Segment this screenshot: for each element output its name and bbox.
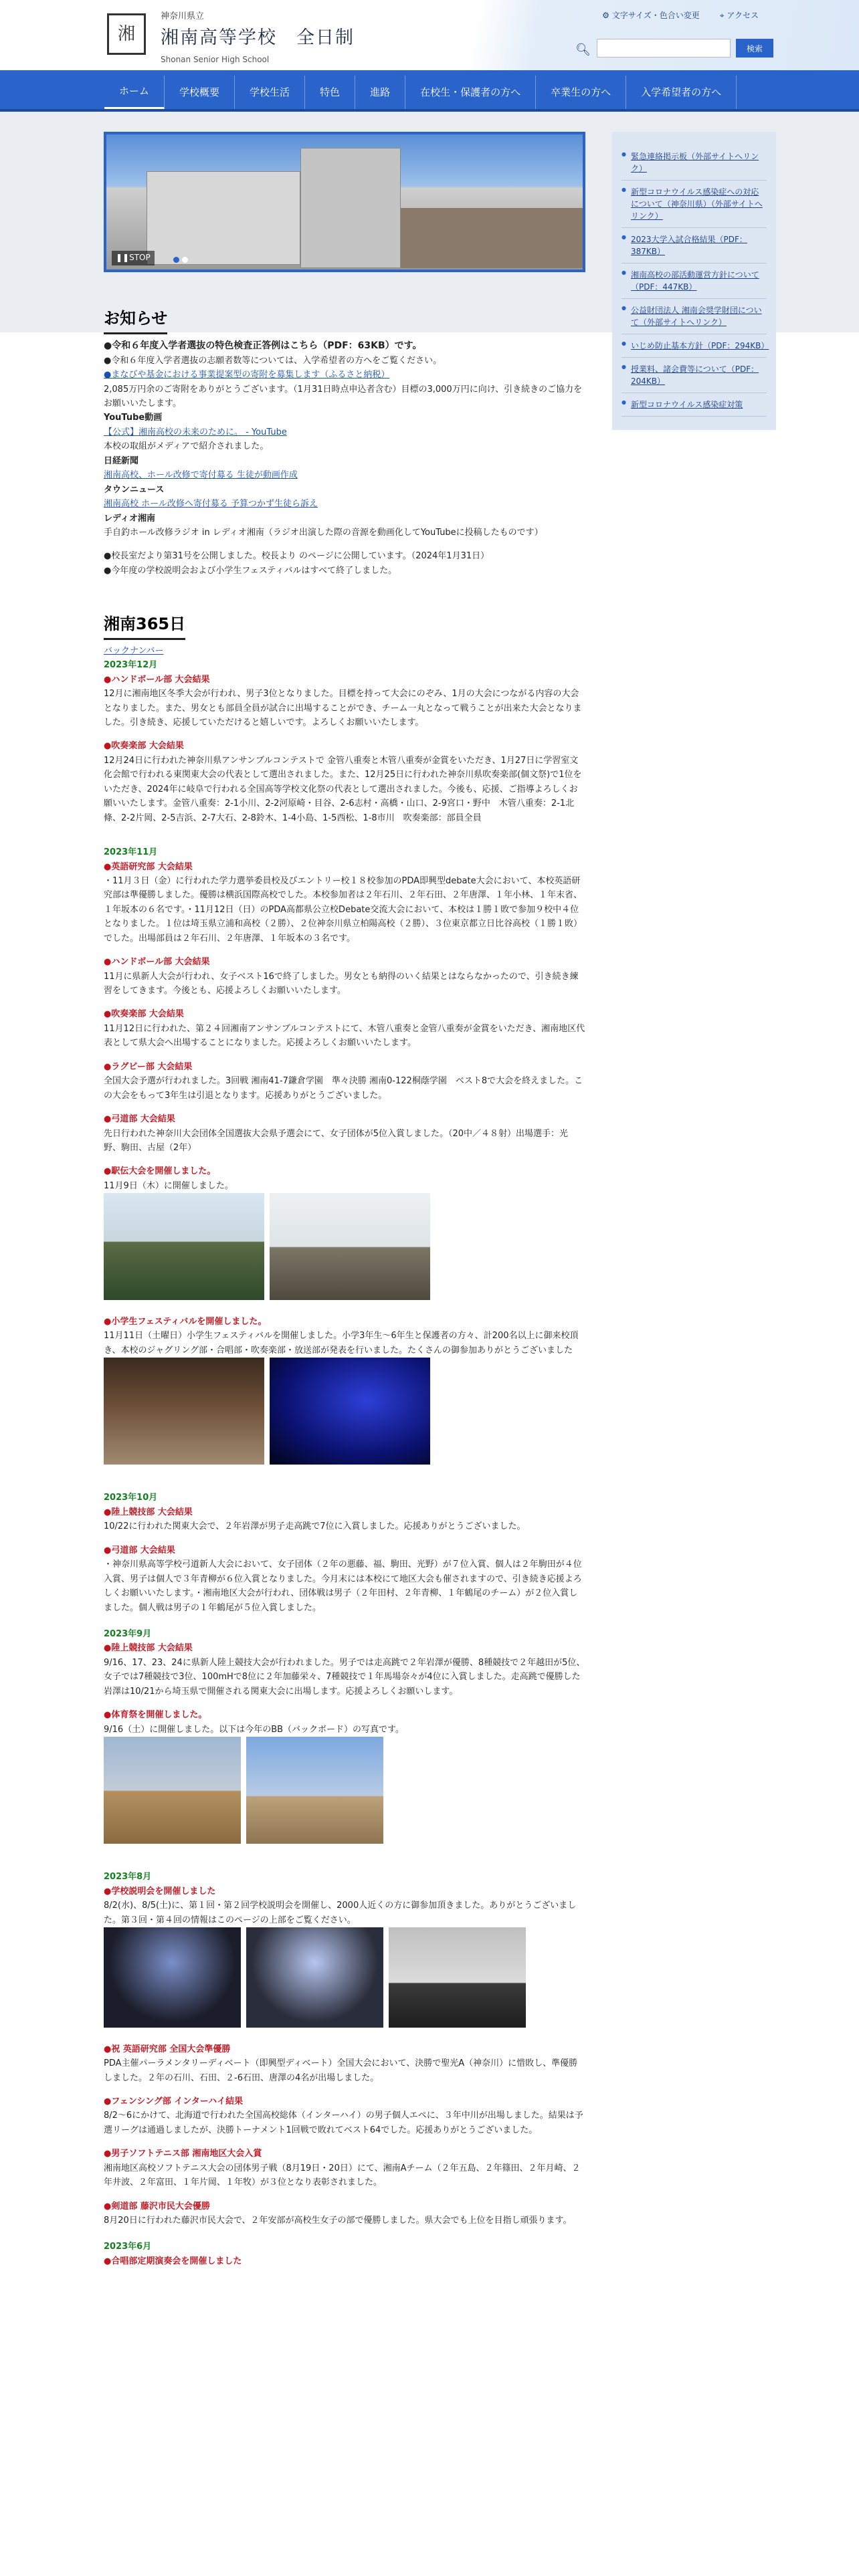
school-name: 湘南高等学校 全日制 <box>161 27 355 49</box>
hero-slideshow[interactable] <box>104 132 585 272</box>
search-bar <box>575 39 773 58</box>
sidebar-item[interactable] <box>622 393 767 417</box>
month-heading: 2023年12月 <box>104 660 158 671</box>
content <box>104 132 585 2268</box>
entry-text: 12月24日に行われた神奈川県アンサンブルコンテストで 金管八重奏と木管八重奏が金賞をいただき、1月27日に学習室文化会館で行われる東関東大会の代表として選出されました。また、12月25日に行われた神奈川県吹奏楽部(個文祭)で1位をいただき、2024年に岐阜で行われる全国高等学校文化祭の代表として選出されました。今後も、応援、ご指導よろしくお願いいたします。金管八重奏：2-1小川、2-2河原崎・目谷、2-6志村・高橋・山口、2-9宮口・野中 木管八重奏：2-1北條、2-2片岡、2-5吉浜、2-7大石、2-8鈴木、1-4小島、1-5西松、1-8市川 吹奏楽部：部員全員 <box>104 755 582 823</box>
entry-text: 8/2～6にかけて、北海道で行われた全国高校総体（インターハイ）の男子個人エペに、３年中川が出場しました。結果は予選リーグは通過しましたが、決勝トーナメント1回戦で敗れてベスト64でした。応援ありがとうございました。 <box>104 2111 583 2135</box>
notice-link-text[interactable]: ●まなびや基金における事業提案型の寄附を募集します（ふるさと納税） <box>104 370 390 381</box>
notice-link-text[interactable]: 湘南高校 ホール改修へ寄付募る 予算つかず生徒ら訴え <box>104 499 318 510</box>
photo-festival-1 <box>104 1358 264 1465</box>
search-icon: 🔍︎ <box>575 43 591 57</box>
entry-text: 11月9日（木）に開催しました。 <box>104 1180 233 1191</box>
month-heading: 2023年6月 <box>104 2242 152 2252</box>
sidebar-item[interactable] <box>622 358 767 393</box>
photo-briefing-1 <box>104 1927 241 2028</box>
photo-briefing-3 <box>389 1927 526 2028</box>
entry-text: ・11月３日（金）に行われた学力選挙委員校及びエントリー校１８校参加のPDA即興型debate大会において、本校英語研究部は準優勝しました。優勝は横浜国際高校でした。本校参加者は２年石川、２年石田、２年唐澤、１年小林、１年末省、１年坂本の６名です。・11月12日（日）のPDA高都県公立校Debate交流大会において、本校は１勝１敗で参加９校中４位となりました。１位は埼玉県立浦和高校（２勝）、２位神奈川県立柏陽高校（２勝）、３位東京都立日比谷高校（１勝１敗）でした。出場部員は２年石川、２年唐澤、１年坂本の３名です。 <box>104 875 583 944</box>
nav-alumni[interactable]: 卒業生の方へ <box>536 76 626 109</box>
header-links <box>602 9 759 23</box>
sidebar-link[interactable]: 湘南高校の部活動運営方針について（PDF：447KB） <box>631 270 759 292</box>
entry-title: ●吹奏楽部 大会結果 <box>104 1009 184 1020</box>
nav-career[interactable]: 進路 <box>355 76 405 109</box>
entry-title: ●フェンシング部 インターハイ結果 <box>104 2096 244 2107</box>
entry-title: ●駅伝大会を開催しました。 <box>104 1166 216 1177</box>
notice-line: 本校の取組がメディアで紹介されました。 <box>104 441 269 452</box>
sidebar-link[interactable]: いじめ防止基本方針（PDF：294KB） <box>631 341 769 350</box>
entry-text: ・神奈川県高等学校弓道新人大会において、女子団体（２年の悪藤、福、駒田、光野）が７位入賞、個人は２年駒田が４位入賞、男子は個人で３年青柳が６位入賞となりました。今月末には本校にて地区大会も催されますので、引き続き応援よろしくお願いいたします。・湘南地区大会が行われ、団体戦は男子（２年田村、２年青柳、１年鶴尾のチーム）が２位入賞しました。個人戦は男子の１年鶴尾が５位入賞しました。 <box>104 1560 582 1613</box>
entry-title: ●ハンドボール部 大会結果 <box>104 957 210 968</box>
photo-row <box>104 1193 585 1314</box>
nav-features[interactable]: 特色 <box>305 76 355 109</box>
notice-line: 手自釣ホール改修ラジオ in レディオ湘南（ラジオ出演した際の音源を動画化してYouTubeに投稿したものです） <box>104 527 543 538</box>
shonan365-section <box>104 611 585 2268</box>
notice-line: ●校長室だより第31号を公開しました。校長より のページに公開しています。（2024年1月31日） <box>104 551 490 562</box>
entry-title: ●男子ソフトテニス部 湘南地区大会入賞 <box>104 2149 262 2159</box>
stop-label: STOP <box>129 253 151 263</box>
month-heading: 2023年10月 <box>104 1493 158 1503</box>
entry-text: 湘南地区高校ソフトテニス大会の団体男子戦（8月19日・20日）にて、湘南Aチーム（２年五島、２年篠田、２年月崎、２年井波、２年富田、１年片岡、１年牧）が３位となり表彰されました。 <box>104 2163 581 2188</box>
photo-sports-2 <box>246 1737 383 1844</box>
sidebar-item[interactable] <box>622 334 767 358</box>
notice-section <box>104 306 585 578</box>
sidebar-item[interactable] <box>622 145 767 181</box>
entry-title: ●体育祭を開催しました。 <box>104 1710 207 1721</box>
notice-line: タウンニュース <box>104 484 165 495</box>
entry-title: ●吹奏楽部 大会結果 <box>104 741 184 752</box>
entry-text: 11月に県新人大会が行われ、女子ベスト16で終了しました。男女とも納得のいく結果とはならなかったので、引き続き練習をしてきます。今後とも、応援よろしくお願いいたします。 <box>104 971 579 996</box>
photo-briefing-2 <box>246 1927 383 2028</box>
notice-title: お知らせ <box>104 306 167 334</box>
hero-photo-building <box>147 171 300 265</box>
sidebar-link[interactable]: 公益財団法人 湘南会奨学財団について（外部サイトへリンク） <box>631 306 762 327</box>
notice-link-text[interactable]: 【公式】湘南高校の未来のために。 - YouTube <box>104 427 287 437</box>
sidebar-item[interactable] <box>622 181 767 228</box>
notice-link[interactable] <box>104 497 585 511</box>
entry-title: ●弓道部 大会結果 <box>104 1545 175 1555</box>
entry-title: ●小学生フェスティバルを開催しました。 <box>104 1316 267 1327</box>
school-logo[interactable] <box>107 13 146 55</box>
sidebar-link[interactable]: 新型コロナウイルス感染症対策 <box>631 400 743 409</box>
entry-title: ●英語研究部 大会結果 <box>104 861 193 872</box>
entry-text: 11月12日に行われた、第２４回湘南アンサンブルコンテストにて、木管八重奏と金管八重奏が金賞をいただき、湘南地区代表として県大会へ出場することになりました。応援よろしくお願いいたします。 <box>104 1023 585 1049</box>
sidebar <box>612 132 776 430</box>
sidebar-link[interactable]: 授業料、諸会費等について（PDF：204KB） <box>631 364 759 386</box>
photo-row <box>104 1737 585 1858</box>
entry-title: ●剣道部 藤沢市民大会優勝 <box>104 2201 210 2212</box>
notice-line: レディオ湘南 <box>104 513 155 524</box>
entry-text: 11月11日（土曜日）小学生フェスティバルを開催しました。小学3年生～6年生と保護者の方々、計200名以上に御来校頂き、本校のジャグリング部・合唱部・吹奏楽部・放送部が発表を行いました。たくさんの御参加ありがとうございました <box>104 1331 579 1356</box>
photo-festival-2 <box>270 1358 430 1465</box>
month-heading: 2023年9月 <box>104 1628 152 1639</box>
entry-title: ●ハンドボール部 大会結果 <box>104 674 210 685</box>
photo-ekiden-2 <box>270 1193 430 1300</box>
nav-about[interactable]: 学校概要 <box>165 76 235 109</box>
entry-text: 全国大会予選が行われました。3回戦 湘南41-7鎌倉学園 準々決勝 湘南0-122桐蔭学園 ベスト8で大会を終えました。この大会をもって3年生は引退となります。応援ありがとうございました。 <box>104 1076 583 1101</box>
slide-indicators <box>173 257 188 263</box>
month-heading: 2023年8月 <box>104 1872 152 1883</box>
site-header <box>0 0 859 70</box>
slide-dot[interactable] <box>173 257 179 263</box>
access-link-label: アクセス <box>727 11 759 20</box>
notice-line: 2,085万円余のご寄附をありがとうございます。（1月31日時点申込者含む）目標の3,000万円に向け、引き続きのご協力をお願いいたします。 <box>104 384 583 409</box>
notice-line: ●今年度の学校説明会および小学生フェスティバルはすべて終了しました。 <box>104 565 397 576</box>
brand[interactable] <box>161 9 355 67</box>
notice-line: ●令和６年度入学者選抜の志願者数等については、入学希望者の方へをご覧ください。 <box>104 355 442 366</box>
backnumber-link[interactable] <box>104 644 585 658</box>
entry-title: ●祝 英語研究部 全国大会準優勝 <box>104 2044 231 2054</box>
nav-applicants[interactable]: 入学希望者の方へ <box>626 76 737 109</box>
sidebar-item[interactable] <box>622 228 767 263</box>
hero-photo-ground <box>401 208 585 268</box>
global-nav <box>0 70 859 112</box>
month-heading: 2023年11月 <box>104 847 158 858</box>
notice-line: YouTube動画 <box>104 413 163 423</box>
slideshow-stop-button[interactable]: ❚❚STOP <box>112 251 155 265</box>
entry-title: ●ラグビー部 大会結果 <box>104 1061 193 1072</box>
entry-text: 8月20日に行われた藤沢市民大会で、２年安部が高校生女子の部で優勝しました。県大会でも上位を目指し頑張ります。 <box>104 2216 572 2226</box>
notice-line: ●令和６年度入学者選抜の特色検査正答例はこちら（PDF：63KB）です。 <box>104 340 422 351</box>
text-size-link[interactable]: ⚙ 文字サイズ・色合い変更 <box>602 11 700 20</box>
entry-text: PDA主催パーラメンタリーディベート（即興型ディベート）全国大会において、決勝で聖光A（神奈川）に惜敗し、準優勝しました。２年の石川、石田、２-6石田、唐澤の4名が出場しました。 <box>104 2058 578 2083</box>
entry-text: 9/16、17、23、24に県新人陸上競技大会が行われました。男子では走高跳で２年岩澤が優勝、8種競技で２年越田が5位、女子では7種競技で3位、100mHで8位に２年加藤栄々、7種競技で１年馬場奈々が4位に入賞しました。走高跳で優勝した岩澤は10/21から埼玉県で開催される関東大会に出場します。応援よろしくお願いします。 <box>104 1657 585 1697</box>
search-button[interactable]: 検索 <box>736 39 773 58</box>
photo-row <box>104 1358 585 1479</box>
notice-link-text[interactable]: 湘南高校、ホール改修で寄付募る 生徒が動画作成 <box>104 470 298 481</box>
entry-text: 10/22に行われた関東大会で、２年岩澤が男子走高跳で7位に入賞しました。応援ありがとうございました。 <box>104 1521 526 1532</box>
backnumber-link-text[interactable]: バックナンバー <box>104 645 164 656</box>
entry-title: ●陸上競技部 大会結果 <box>104 1643 193 1654</box>
entry-title: ●弓道部 大会結果 <box>104 1114 175 1125</box>
sidebar-item[interactable] <box>622 263 767 299</box>
entry-text: 先日行われた神奈川大会団体全国選抜大会県予選会にて、女子団体が5位入賞しました。（20中／４８射）出場選手：光野、駒田、古屋（2年） <box>104 1128 569 1153</box>
access-link[interactable]: ⌖ アクセス <box>719 11 759 20</box>
photo-sports-1 <box>104 1737 241 1844</box>
nav-home[interactable]: ホーム <box>104 76 165 109</box>
slide-dot[interactable] <box>182 257 188 263</box>
prefecture-label: 神奈川県立 <box>161 11 205 21</box>
notice-link[interactable] <box>104 468 585 482</box>
entry-title: ●合唱部定期演奏会を開催しました <box>104 2256 242 2266</box>
entry-title: ●学校説明会を開催しました <box>104 1886 216 1897</box>
shonan365-title: 湘南365日 <box>104 611 185 640</box>
photo-ekiden-1 <box>104 1193 264 1300</box>
school-name-en: Shonan Senior High School <box>161 54 270 64</box>
sidebar-item[interactable] <box>622 299 767 334</box>
search-input[interactable] <box>597 39 731 58</box>
entry-text: 12月に湘南地区冬季大会が行われ、男子3位となりました。目標を持って大会にのぞみ、1月の大会につながる内容の大会となりました。また、男女とも部員全員が試合に出場することができ、チーム一丸となって戦うことが出来た大会となりました。引き続き、応援していただけると嬉しいです。よろしくお願いいたします。 <box>104 689 582 728</box>
main-area <box>0 112 859 2573</box>
nav-students-parents[interactable]: 在校生・保護者の方へ <box>405 76 536 109</box>
text-size-link-label: 文字サイズ・色合い変更 <box>611 11 700 20</box>
nav-school-life[interactable]: 学校生活 <box>235 76 305 109</box>
entry-title: ●陸上競技部 大会結果 <box>104 1507 193 1517</box>
sidebar-link[interactable]: 2023大学入試合格結果（PDF：387KB） <box>631 235 747 256</box>
entry-text: 8/2(水)、8/5(土)に、第１回・第２回学校説明会を開催し、2000人近くの方に御参加頂きました。ありがとうございました。第３回・第４回の情報はこのページの上部をご覧ください。 <box>104 1901 577 1925</box>
notice-link[interactable] <box>104 425 585 439</box>
sidebar-link[interactable]: 緊急連絡掲示板（外部サイトへリンク） <box>631 152 759 173</box>
notice-line: 日経新聞 <box>104 455 139 466</box>
hero-photo-tower <box>300 148 401 268</box>
entry-text: 9/16（土）に開催しました。以下は今年のBB（バックボード）の写真です。 <box>104 1724 404 1735</box>
logo-mark: 湘 <box>117 23 135 44</box>
photo-row <box>104 1927 585 2042</box>
sidebar-link[interactable]: 新型コロナウイルス感染症への対応について（神奈川県）（外部サイトへリンク） <box>631 187 763 221</box>
notice-link[interactable] <box>104 368 585 382</box>
